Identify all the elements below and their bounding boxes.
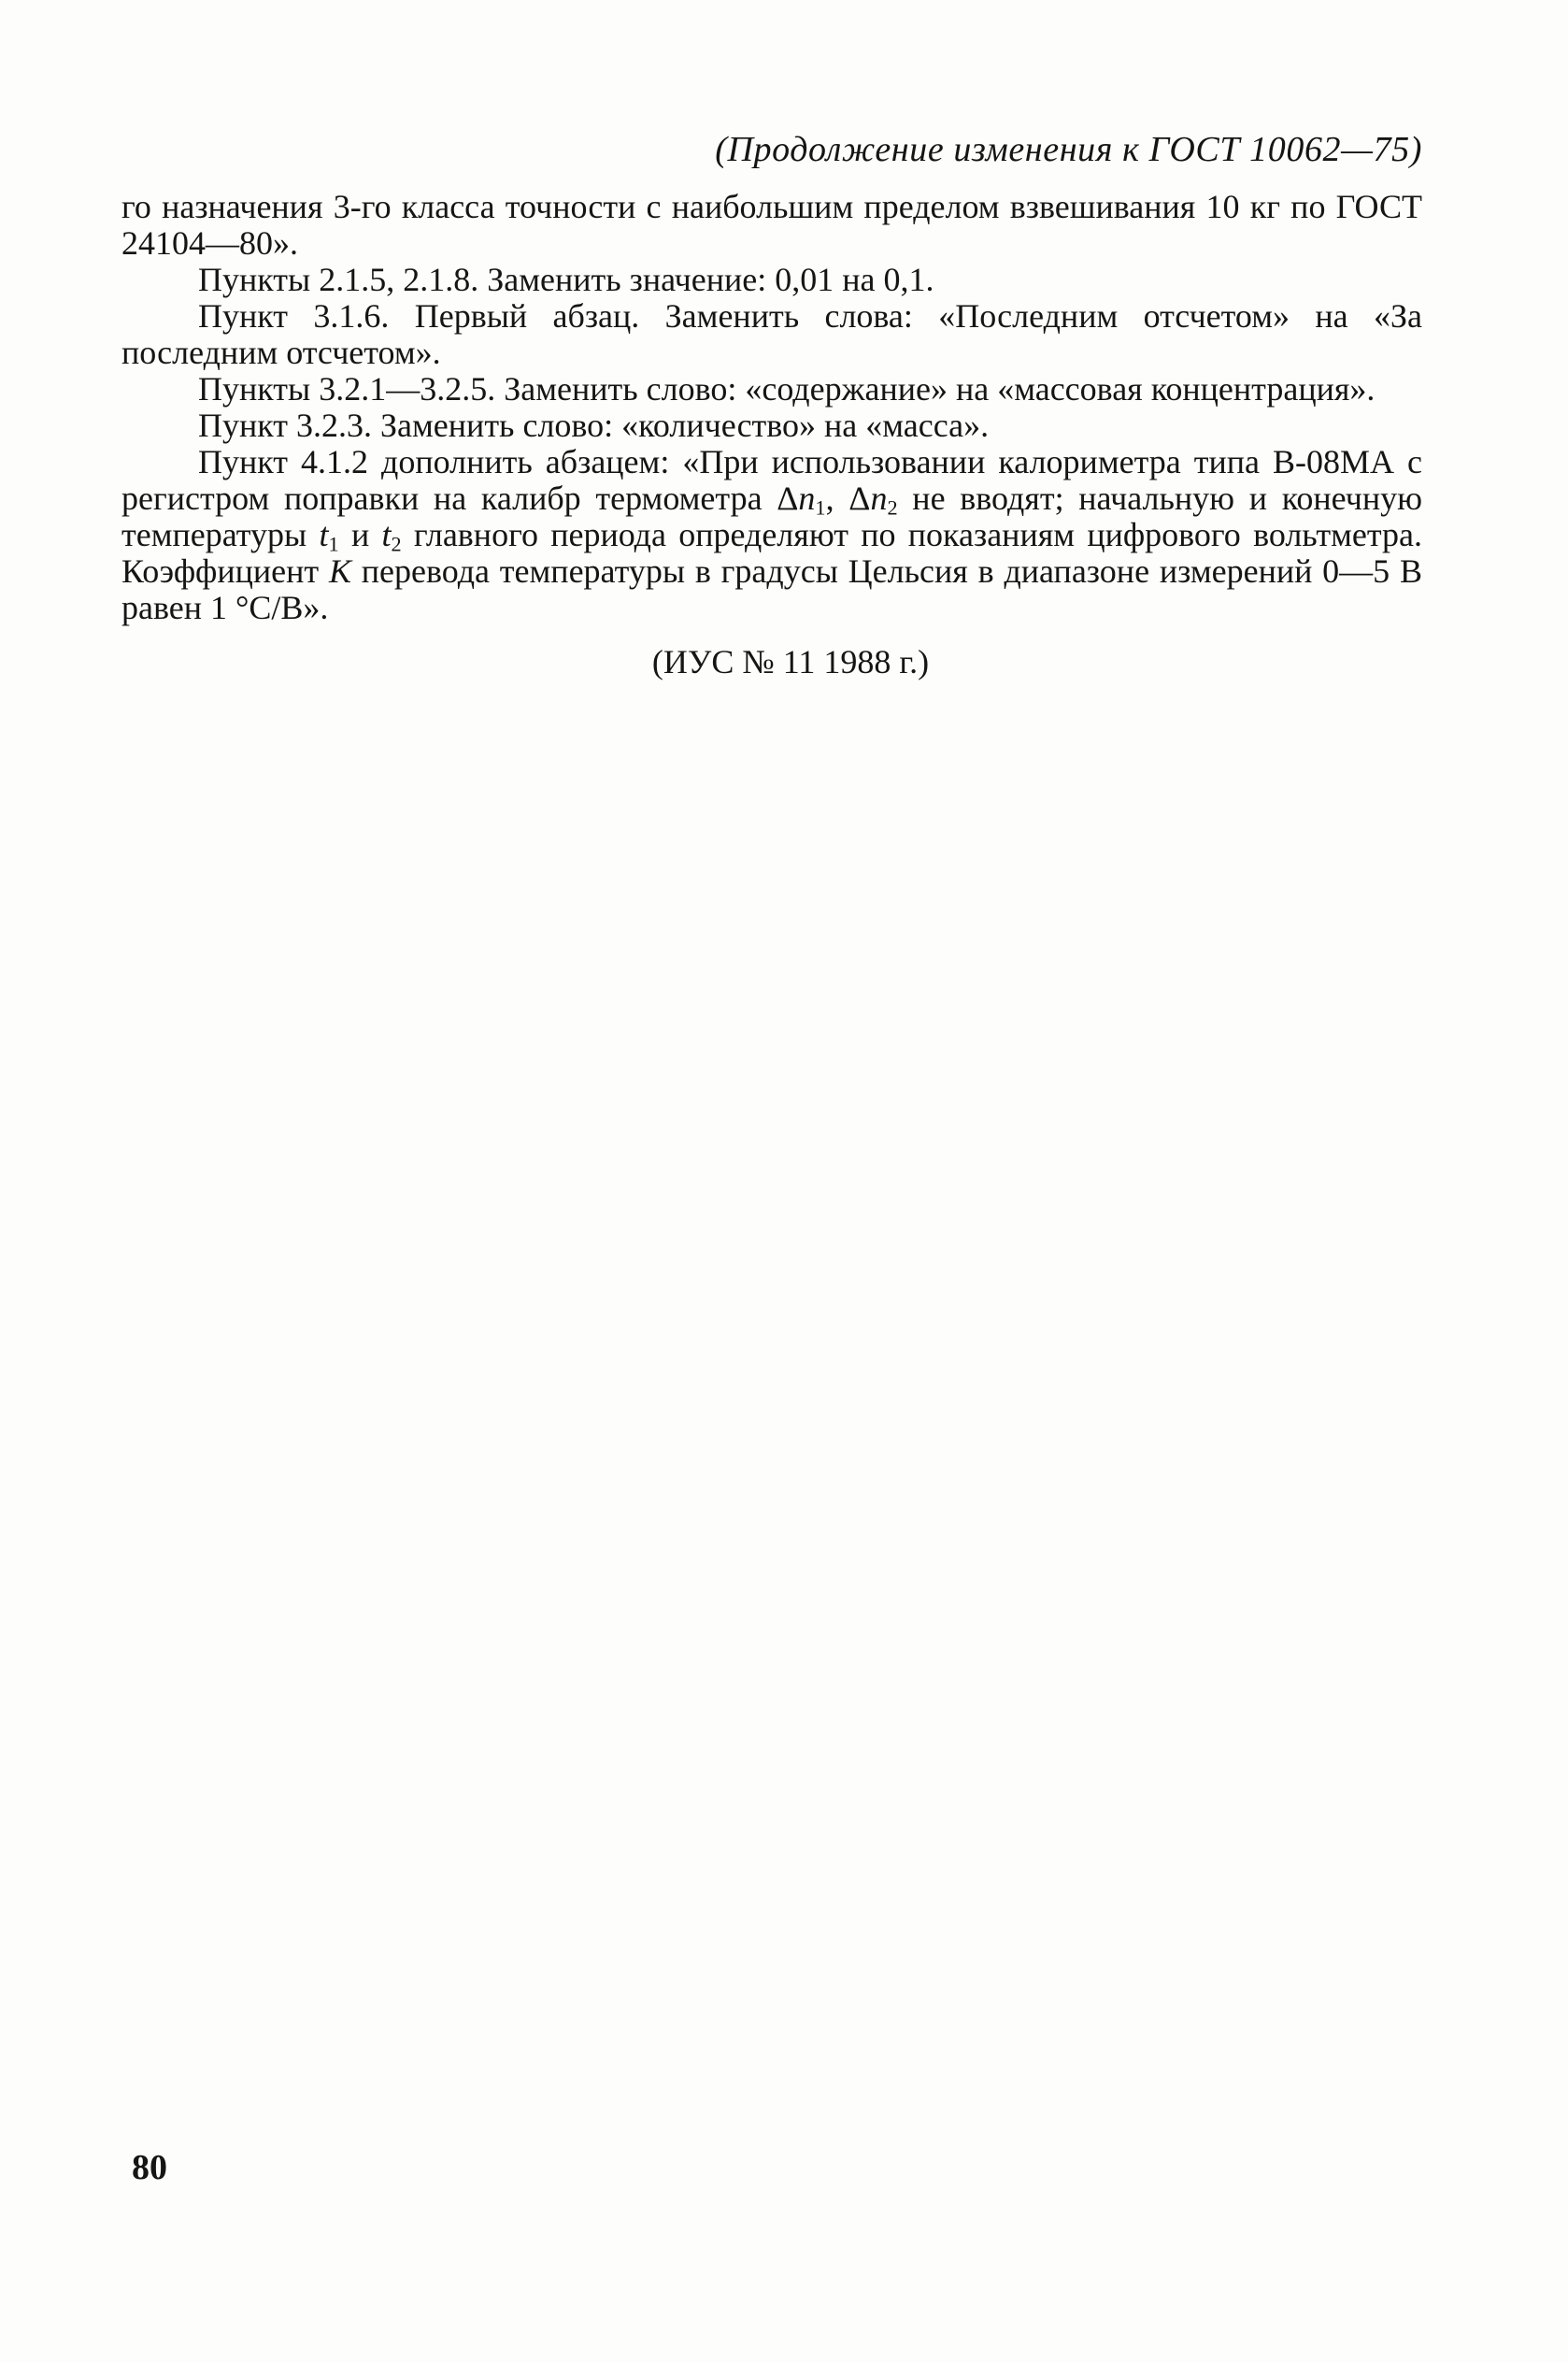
variable-n: n	[798, 480, 816, 517]
subscript: 1	[815, 495, 826, 520]
variable-t: t	[381, 516, 392, 553]
paragraph-item-4-1-2	[121, 444, 1422, 626]
variable-k: K	[328, 552, 351, 590]
text-segment: и	[338, 516, 382, 553]
paragraph-item-3-1-6: Пункт 3.1.6. Первый абзац. Заменить слова: «Последним отсчетом» на «За последним отсчетом».	[121, 297, 1422, 371]
text-segment: Пункт 4.1.2 дополнить абзацем: «При использовании калориметра типа В-08МА с регистром поправки на калибр термометра Δ	[121, 443, 1422, 517]
subscript: 2	[887, 495, 898, 520]
text-segment: не вводят; начальную и конечную температуры	[121, 480, 1422, 553]
page-number: 80	[132, 2148, 167, 2187]
paragraph-item-3-2-1: Пункты 3.2.1—3.2.5. Заменить слово: «содержание» на «массовая концентрация».	[198, 370, 1376, 408]
variable-n: n	[870, 480, 888, 517]
paragraph-continuation: го назначения 3-го класса точности с наибольшим пределом взвешивания 10 кг по ГОСТ 24104—80».	[121, 188, 1422, 262]
source-reference: (ИУС № 11 1988 г.)	[651, 643, 930, 680]
variable-t: t	[319, 516, 329, 553]
text-segment: перевода температуры в градусы Цельсия в диапазоне измерений 0—5 В равен 1 °С/В».	[121, 552, 1423, 626]
subscript: 2	[391, 532, 402, 556]
running-header: (Продолжение изменения к ГОСТ 10062—75)	[715, 130, 1422, 169]
text-segment: , Δ	[825, 480, 871, 517]
subscript: 1	[328, 532, 339, 556]
text-segment: главного периода определяют по показаниям цифрового вольтметра. Коэффициент	[121, 516, 1422, 590]
paragraph-item-3-2-3: Пункт 3.2.3. Заменить слово: «количество» на «масса».	[198, 407, 990, 444]
paragraph-item-2-1-5: Пункты 2.1.5, 2.1.8. Заменить значение: 0,01 на 0,1.	[198, 261, 934, 298]
amendment-text	[121, 189, 1422, 626]
